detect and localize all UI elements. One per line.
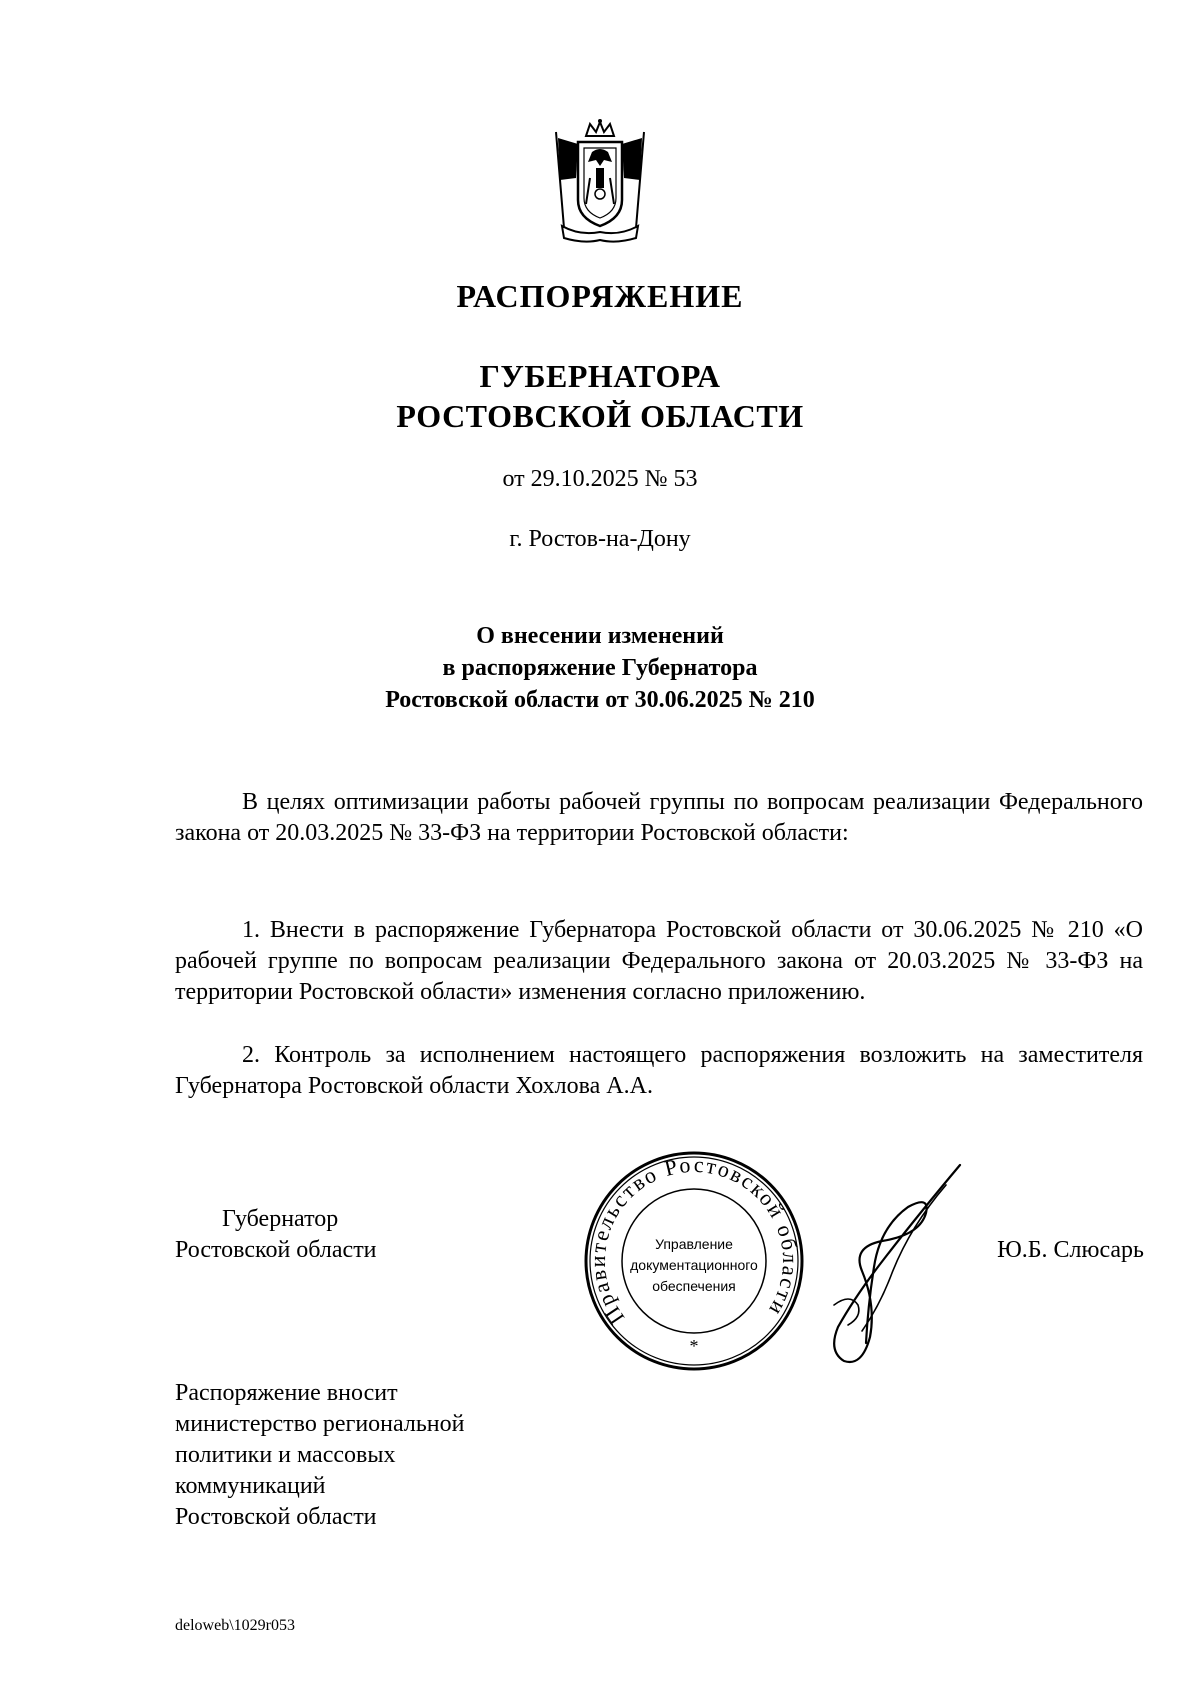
issuer-line-2: РОСТОВСКОЙ ОБЛАСТИ bbox=[396, 398, 804, 434]
signer-name: Ю.Б. Слюсарь bbox=[997, 1237, 1144, 1263]
submitted-by-line: министерство региональной bbox=[175, 1411, 465, 1437]
issuer-title bbox=[0, 356, 1200, 436]
stamp-inner-line-2: документационного bbox=[630, 1257, 758, 1273]
file-code: deloweb\1029r053 bbox=[175, 1617, 295, 1634]
submitted-by-line: коммуникаций bbox=[175, 1473, 326, 1499]
date-number: от 29.10.2025 № 53 bbox=[502, 466, 698, 492]
stamp-inner-line-3: обеспечения bbox=[652, 1278, 736, 1294]
coat-of-arms-emblem bbox=[550, 118, 650, 243]
submitted-by-line: политики и массовых bbox=[175, 1442, 396, 1468]
signer-position-line-2: Ростовской области bbox=[175, 1237, 377, 1263]
signer-position-line-1: Губернатор bbox=[222, 1206, 339, 1232]
subject-line-1: О внесении изменений bbox=[476, 623, 724, 649]
issuer-line-1: ГУБЕРНАТОРА bbox=[479, 358, 721, 394]
submitted-by-line: Ростовской области bbox=[175, 1504, 377, 1530]
preamble-paragraph: В целях оптимизации работы рабочей группы по вопросам реализации Федерального закона от 20.03.2025 № 33-ФЗ на территории Ростовской области: bbox=[175, 789, 1143, 846]
handwritten-signature bbox=[822, 1155, 972, 1370]
item-1-paragraph: 1. Внести в распоряжение Губернатора Ростовской области от 30.06.2025 № 210 «О рабочей группе по вопросам реализации Федерального закона от 20.03.2025 № 33-ФЗ на территории Ростовской области» изменения согласно приложению. bbox=[175, 917, 1143, 1005]
stamp-star: * bbox=[689, 1336, 699, 1356]
item-2-paragraph: 2. Контроль за исполнением настоящего распоряжения возложить на заместителя Губернатора Ростовской области Хохлова А.А. bbox=[175, 1042, 1143, 1099]
official-stamp bbox=[583, 1150, 805, 1372]
submitted-by-line: Распоряжение вносит bbox=[175, 1380, 398, 1406]
subject-line-3: Ростовской области от 30.06.2025 № 210 bbox=[385, 687, 815, 713]
stamp-ring-text: Правительство Ростовской области bbox=[584, 1151, 804, 1330]
document-subject bbox=[0, 620, 1200, 716]
stamp-inner-line-1: Управление bbox=[655, 1236, 733, 1252]
document-type-title: РАСПОРЯЖЕНИЕ bbox=[456, 278, 744, 314]
subject-line-2: в распоряжение Губернатора bbox=[442, 655, 758, 681]
submitted-by-block bbox=[175, 1378, 575, 1533]
city: г. Ростов-на-Дону bbox=[509, 526, 691, 552]
